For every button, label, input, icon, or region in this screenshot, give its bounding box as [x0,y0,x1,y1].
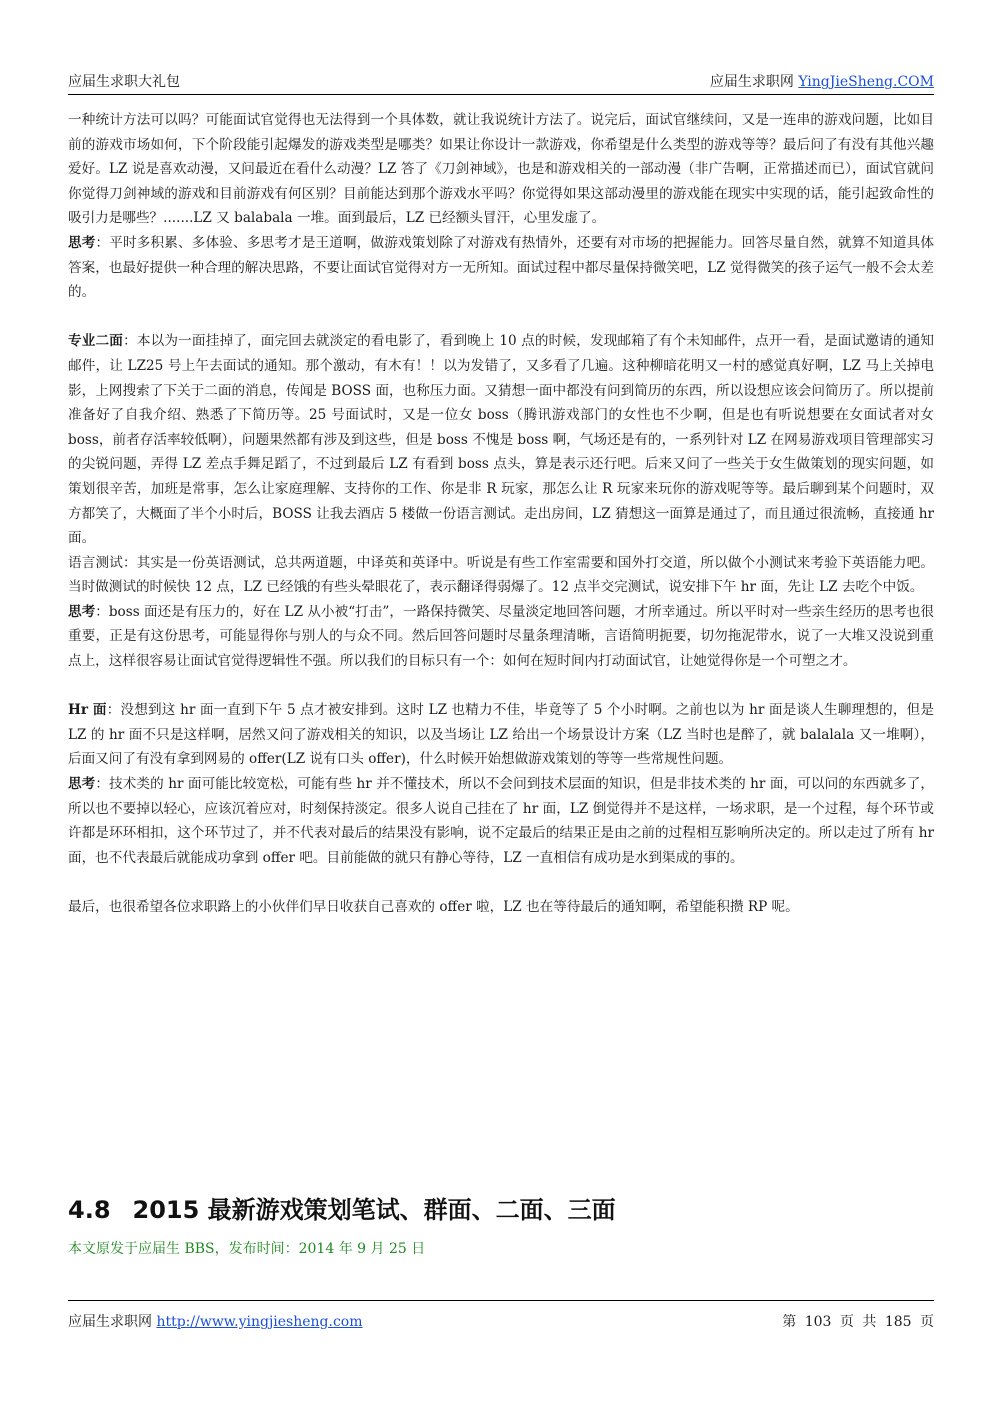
header-site-link[interactable]: YingJieSheng.COM [798,74,934,90]
paragraph-interview-questions: 一种统计方法可以吗？可能面试官觉得也无法得到一个具体数，就让我说统计方法了。说完后，面试官继续问，又是一连串的游戏问题，比如目前的游戏市场如何，下个阶段能引起爆发的游戏类型是哪类？如果让你设计一款游戏，你希望是什么类型的游戏等等？最后问了有没有其他兴趣爱好。LZ 说是喜欢动漫，又问最近在看什么动漫？LZ 答了《刀剑神域》，也是和游戏相关的一部动漫（非广告啊，正常描述而已），面试官就问你觉得刀剑神域的游戏和目前游戏有何区别？目前能达到那个游戏水平吗？你觉得如果这部动漫里的游戏能在现实中实现的话，能引起致命性的吸引力是哪些？.......LZ 又 balabala 一堆。面到最后，LZ 已经额头冒汗，心里发虚了。 [68,112,934,227]
reflection-label: 思考 [68,234,96,251]
paragraph-language-test: 语言测试：其实是一份英语测试，总共两道题，中译英和英译中。听说是有些工作室需要和国外打交道，所以做个小测试来考验下英语能力吧。当时做测试的时候快 12 点，LZ 已经饿的有些头晕眼花了，表示翻译得弱爆了。12 点半交完测试，说安排下午 hr 面，先让 LZ 去吃个中饭。 [68,554,934,596]
footer-site-label: 应届生求职网 [68,1314,157,1330]
source-note: 本文原发于应届生 BBS，发布时间：2014 年 9 月 25 日 [68,1241,426,1257]
paragraph-gap [68,870,934,895]
second-interview-label: 专业二面 [68,333,124,350]
paragraph-hr-interview [68,698,934,772]
reflection-text: ：boss 面还是有压力的，好在 LZ 从小被“打击”，一路保持微笑、尽量淡定地回答问题，才所幸通过。所以平时对一些亲生经历的思考也很重要，正是有这份思考，可能显得你与别人的与众不同。然后回答问题时尽量条理清晰，言语简明扼要，切勿拖泥带水，说了一大堆又没说到重点上，这样很容易让面试官觉得逻辑性不强。所以我们的目标只有一个：如何在短时间内打动面试官，让她觉得你是一个可塑之才。 [68,603,934,670]
reflection-label: 思考 [68,603,96,620]
second-interview-text: ：本以为一面挂掉了，面完回去就淡定的看电影了，看到晚上 10 点的时候，发现邮箱了有个未知邮件，点开一看，是面试邀请的通知邮件，让 LZ25 号上午去面试的通知。那个激动，有木有！！以为发错了，又多看了几遍。这种柳暗花明又一村的感觉真好啊，LZ 马上关掉电影，上网搜索了下关于二面的消息，传闻是 BOSS 面，也称压力面。又猜想一面中都没有问到简历的东西，所以设想应该会问简历了。所以提前准备好了自我介绍、熟悉了下简历等。25 号面试时，又是一位女 boss（腾讯游戏部门的女性也不少啊，但是也有听说想要在女面试者对女 boss，前者存活率较低啊），问题果然都有涉及到这些，但是 boss 不愧是 boss 啊，气场还是有的，一系列针对 LZ 在网易游戏项目管理部实习的尖锐问题，弄得 LZ 差点手舞足蹈了，不过到最后 LZ 有看到 boss 点头，算是表示还行吧。后来又问了一些关于女生做策划的现实问题，如策划很辛苦，加班是常事，怎么让家庭理解、支持你的工作、你是非 R 玩家，那怎么让 R 玩家来玩你的游戏呢等等。最后聊到某个问题时，双方都笑了，大概面了半个小时后，BOSS 让我去酒店 5 楼做一份语言测试。走出房间，LZ 猜想这一面算是通过了，而且通过很流畅，直接通 hr 面。 [68,333,935,547]
page-header [68,72,934,94]
reflection-text: ：平时多积累、多体验、多思考才是王道啊，做游戏策划除了对游戏有热情外，还要有对市场的把握能力。回答尽量自然，就算不知道具体答案，也最好提供一种合理的解决思路，不要让面试官觉得对方一无所知。面试过程中都尽量保持微笑吧，LZ 觉得微笑的孩子运气一般不会太差的。 [68,234,934,301]
paragraph-reflection-1 [68,231,934,305]
paragraph-reflection-2 [68,600,934,674]
section-number: 4.8 [68,1196,111,1224]
paragraph-second-interview [68,329,934,550]
footer-site-link[interactable]: http://www.yingjiesheng.com [156,1314,363,1330]
paragraph-reflection-3 [68,772,934,870]
header-site [710,72,934,92]
paragraph-closing: 最后，也很希望各位求职路上的小伙伴们早日收获自己喜欢的 offer 啦，LZ 也在等待最后的通知啊，希望能积攒 RP 呢。 [68,899,799,915]
header-site-label: 应届生求职网 [709,74,799,90]
section-heading [68,1192,934,1228]
reflection-label: 思考 [68,776,96,793]
hr-interview-text: ：没想到这 hr 面一直到下午 5 点才被安排到。这时 LZ 也精力不佳，毕竟等了 5 个小时啊。之前也以为 hr 面是谈人生聊理想的，但是 LZ 的 hr 面不只是这样啊，居然又问了游戏相关的知识，以及当场让 LZ 给出一个场景设计方案（LZ 当时也是醉了，就 balalala 又一堆啊），后面又问了有没有拿到网易的 offer(LZ 说有口头 offer)，什么时候开始想做游戏策划的等等一些常规性问题。 [68,702,934,768]
footer-divider [68,1300,934,1301]
header-title: 应届生求职大礼包 [68,74,180,90]
header-divider [68,94,934,95]
footer-site [68,1312,363,1332]
page-number: 第 103 页 共 185 页 [782,1314,934,1330]
reflection-text: ：技术类的 hr 面可能比较宽松，可能有些 hr 并不懂技术，所以不会问到技术层面的知识，但是非技术类的 hr 面，可以问的东西就多了，所以也不要掉以轻心，应该沉着应对，时刻保持淡定。很多人说自己挂在了 hr 面，LZ 倒觉得并不是这样，一场求职，是一个过程，每个环节或许都是环环相扣，这个环节过了，并不代表对最后的结果没有影响，说不定最后的结果正是由之前的过程相互影响所决定的。所以走过了所有 hr 面，也不代表最后就能成功拿到 offer 吧。目前能做的就只有静心等待，LZ 一直相信有成功是水到渠成的事的。 [68,776,934,866]
article-body [68,108,934,920]
section-title-text: 2015 最新游戏策划笔试、群面、二面、三面 [132,1196,616,1224]
page-footer [68,1312,934,1334]
paragraph-gap [68,305,934,330]
hr-interview-label: Hr 面 [68,702,107,719]
paragraph-gap [68,674,934,699]
